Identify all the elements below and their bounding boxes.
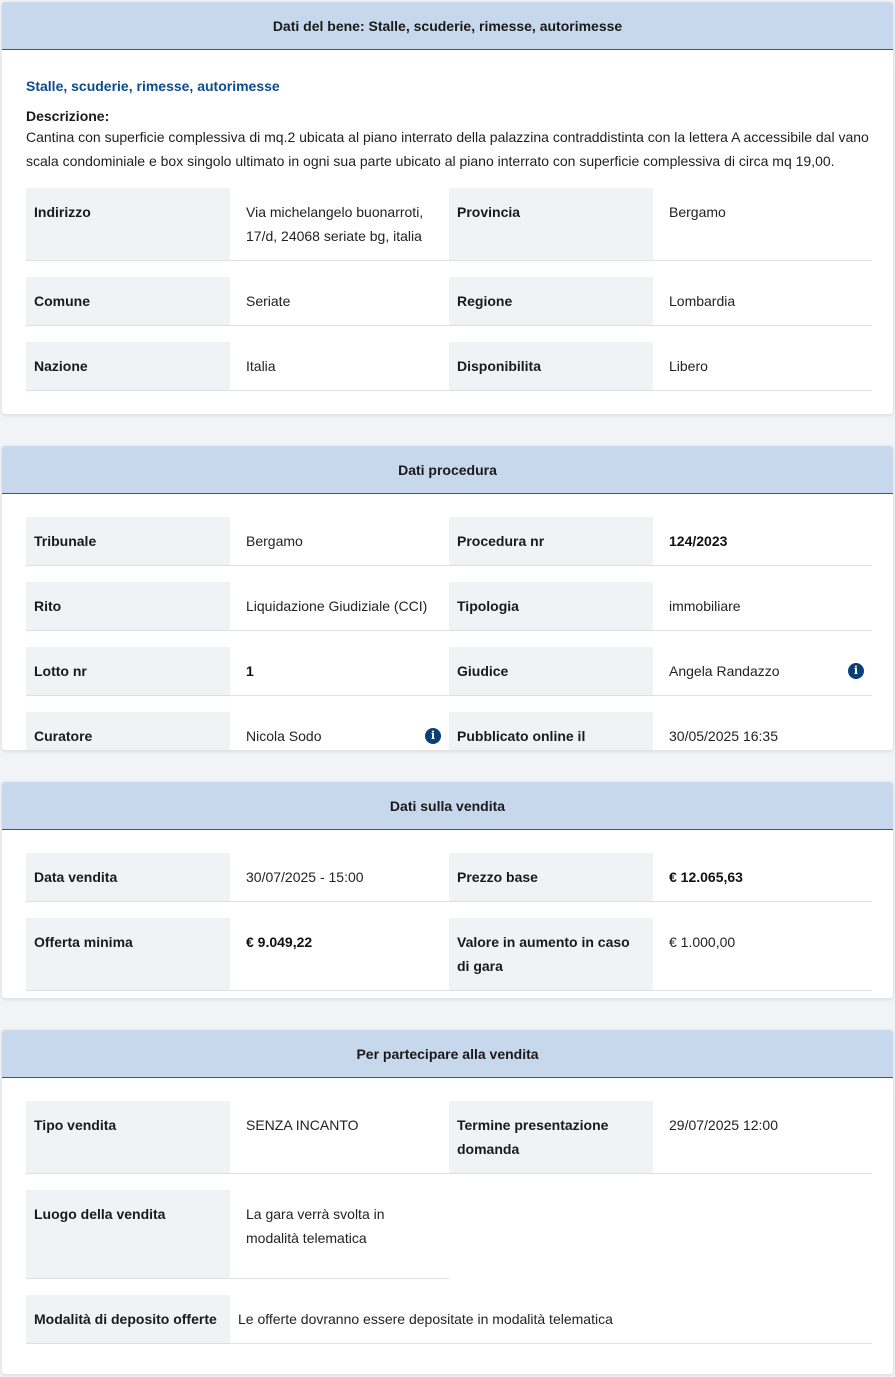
nazione-label: Nazione [26, 342, 230, 391]
rito-label: Rito [26, 582, 230, 631]
tipo-vendita-label: Tipo vendita [26, 1101, 230, 1174]
prezzo-base-value: € 12.065,63 [653, 853, 872, 902]
tipologia-value: immobiliare [653, 582, 872, 631]
tribunale-value: Bergamo [230, 517, 449, 566]
curatore-label: Curatore [26, 712, 230, 750]
bene-header: Dati del bene: Stalle, scuderie, rimesse, autorimesse [2, 2, 893, 50]
giudice-label: Giudice [449, 647, 653, 696]
aumento-label: Valore in aumento in caso di gara [449, 918, 653, 991]
provincia-value: Bergamo [653, 188, 872, 261]
regione-label: Regione [449, 277, 653, 326]
luogo-value: La gara verrà svolta in modalità telematica [230, 1190, 449, 1279]
curatore-info-icon[interactable]: i [425, 728, 441, 744]
disponibilita-value: Libero [653, 342, 872, 391]
tipo-vendita-value: SENZA INCANTO [230, 1101, 449, 1174]
partecipare-header: Per partecipare alla vendita [2, 1030, 893, 1078]
pubblicato-value: 30/05/2025 16:35 [653, 712, 872, 750]
tribunale-label: Tribunale [26, 517, 230, 566]
procedura-card [2, 446, 893, 750]
description-text: Cantina con superficie complessiva di mq.2 ubicata al piano interrato della palazzina contraddistinta con la lettera A accessibile dal vano scala condominiale e box singolo ultimato in ogni sua parte ubicato al piano interrato con superficie complessiva di circa mq 19,00. [26, 129, 869, 169]
empty-cell [653, 1190, 872, 1279]
prezzo-base-label: Prezzo base [449, 853, 653, 902]
luogo-label: Luogo della vendita [26, 1190, 230, 1279]
data-vendita-value: 30/07/2025 - 15:00 [230, 853, 449, 902]
procedura-nr-label: Procedura nr [449, 517, 653, 566]
curatore-value: Nicola Sodo [246, 728, 322, 744]
offerta-minima-value: € 9.049,22 [230, 918, 449, 991]
nazione-value: Italia [230, 342, 449, 391]
deposito-value: Le offerte dovranno essere depositate in modalità telematica [230, 1295, 872, 1344]
termine-value: 29/07/2025 12:00 [653, 1101, 872, 1174]
bene-subtitle: Stalle, scuderie, rimesse, autorimesse [26, 78, 280, 94]
data-vendita-label: Data vendita [26, 853, 230, 902]
rito-value: Liquidazione Giudiziale (CCI) [230, 582, 449, 631]
giudice-cell [653, 647, 872, 696]
comune-label: Comune [26, 277, 230, 326]
vendita-card [2, 782, 893, 998]
deposito-label: Modalità di deposito offerte [26, 1295, 230, 1344]
giudice-info-icon[interactable]: i [848, 663, 864, 679]
partecipare-card [2, 1030, 893, 1374]
comune-value: Seriate [230, 277, 449, 326]
indirizzo-label: Indirizzo [26, 188, 230, 261]
lotto-value: 1 [230, 647, 449, 696]
procedura-header: Dati procedura [2, 446, 893, 494]
termine-label: Termine presentazione domanda [449, 1101, 653, 1174]
procedura-nr-value: 124/2023 [653, 517, 872, 566]
pubblicato-label: Pubblicato online il [449, 712, 653, 750]
lotto-label: Lotto nr [26, 647, 230, 696]
indirizzo-value: Via michelangelo buonarroti, 17/d, 24068 seriate bg, italia [230, 188, 449, 261]
description-label: Descrizione: [26, 108, 110, 124]
bene-card [2, 2, 893, 414]
provincia-label: Provincia [449, 188, 653, 261]
regione-value: Lombardia [653, 277, 872, 326]
empty-cell [449, 1190, 653, 1279]
disponibilita-label: Disponibilita [449, 342, 653, 391]
vendita-header: Dati sulla vendita [2, 782, 893, 830]
giudice-value: Angela Randazzo [669, 663, 780, 679]
offerta-minima-label: Offerta minima [26, 918, 230, 991]
aumento-value: € 1.000,00 [653, 918, 872, 991]
tipologia-label: Tipologia [449, 582, 653, 631]
curatore-cell [230, 712, 449, 750]
